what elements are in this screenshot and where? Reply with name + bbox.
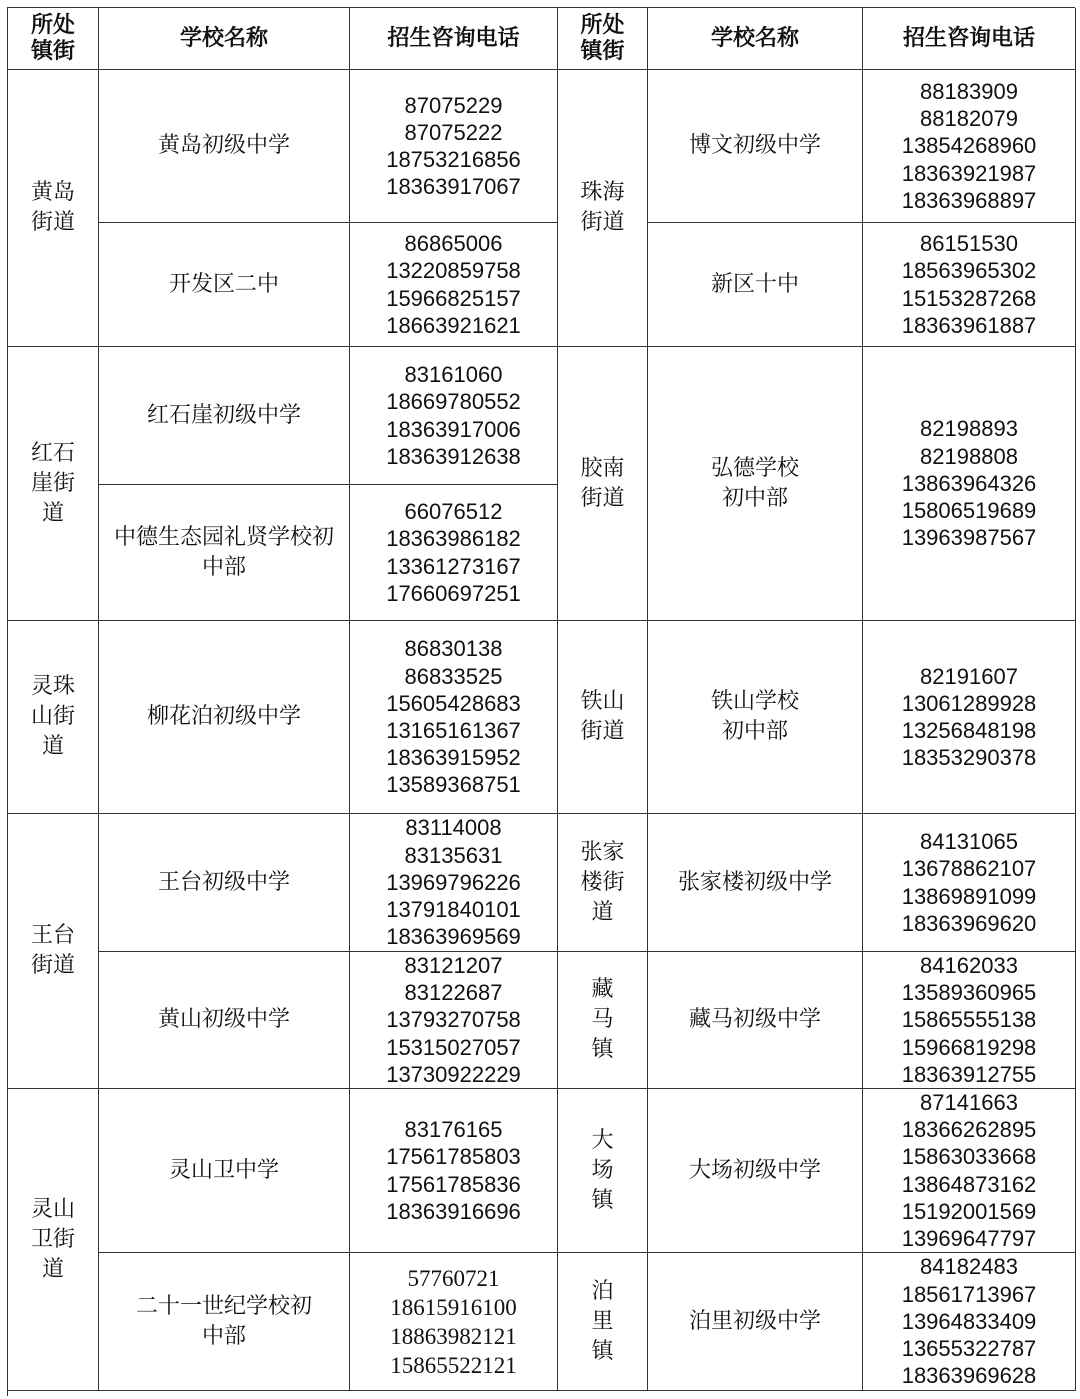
phone-number: 15605428683 — [386, 690, 521, 716]
school-cell — [99, 952, 350, 1089]
school-name: 王台初级中学 — [157, 869, 290, 895]
header-phone-right — [863, 8, 1076, 70]
street-cell — [558, 814, 648, 952]
phone-number: 83121207 — [404, 953, 503, 978]
phone-cell — [350, 1253, 558, 1391]
school-name: 藏马初级中学 — [688, 1007, 821, 1032]
phone-cell — [350, 814, 558, 952]
phone-number: 18363961887 — [901, 312, 1037, 338]
header-district-text: 所处镇街 — [580, 12, 625, 64]
phone-number: 15966819298 — [901, 1034, 1037, 1060]
phone-number: 13869891099 — [901, 883, 1037, 909]
street-cell — [8, 621, 99, 814]
phone-number: 13964833409 — [901, 1308, 1037, 1334]
school-cell — [648, 347, 863, 621]
school-cell — [99, 223, 350, 347]
phone-number: 13589360965 — [901, 980, 1037, 1006]
street-name: 铁山街道 — [580, 689, 625, 744]
phone-number: 82198808 — [920, 443, 1018, 469]
phone-number: 18363969620 — [901, 910, 1037, 936]
header-school-text: 学校名称 — [179, 25, 268, 51]
phone-number: 18363916696 — [386, 1198, 521, 1224]
phone-cell — [863, 621, 1076, 814]
phone-number: 18363986182 — [386, 526, 521, 552]
school-cell — [648, 70, 863, 223]
phone-number: 13730922229 — [386, 1061, 521, 1087]
phone-number: 13220859758 — [386, 258, 521, 284]
phone-number: 13969796226 — [386, 869, 521, 895]
street-cell — [8, 70, 99, 347]
phone-number: 13061289928 — [901, 690, 1037, 716]
phone-number: 13863964326 — [901, 470, 1037, 496]
phone-number: 18363917067 — [386, 174, 521, 200]
phone-cell — [350, 347, 558, 485]
phone-number: 83161060 — [404, 362, 503, 388]
phone-number: 83114008 — [405, 815, 502, 841]
phone-number: 13791840101 — [386, 897, 521, 923]
phone-number: 87075229 — [404, 92, 503, 118]
phone-number: 13969647797 — [901, 1225, 1037, 1251]
phone-number: 15153287268 — [901, 285, 1037, 311]
street-name: 大场镇 — [591, 1127, 614, 1213]
phone-number: 17561785836 — [386, 1171, 521, 1197]
school-name: 弘德学校初中部 — [710, 455, 799, 511]
phone-number: 18561713967 — [901, 1281, 1037, 1307]
school-name: 中德生态园礼贤学校初中部 — [114, 524, 335, 580]
phone-number: 84182483 — [920, 1254, 1018, 1280]
street-name: 珠海街道 — [580, 180, 625, 235]
street-cell — [558, 70, 648, 347]
school-name: 新区十中 — [710, 271, 799, 297]
street-name: 泊里镇 — [591, 1278, 614, 1364]
phone-number: 13361273167 — [386, 553, 521, 579]
phone-cell — [863, 223, 1076, 347]
street-name: 王台街道 — [30, 923, 75, 978]
school-name: 泊里初级中学 — [688, 1308, 821, 1334]
phone-number: 87141663 — [920, 1089, 1018, 1115]
phone-number: 13793270758 — [386, 1007, 521, 1033]
school-name: 黄岛初级中学 — [157, 133, 290, 158]
phone-number: 13678862107 — [901, 856, 1037, 882]
school-name: 二十一世纪学校初中部 — [135, 1293, 312, 1349]
phone-cell — [350, 223, 558, 347]
school-cell — [99, 1089, 350, 1253]
street-name: 灵山卫街道 — [30, 1196, 75, 1282]
phone-cell — [350, 621, 558, 814]
phone-number: 83122687 — [404, 980, 503, 1006]
phone-number: 18363912638 — [386, 443, 521, 469]
phone-number: 15806519689 — [901, 498, 1037, 524]
phone-number: 13256848198 — [901, 718, 1037, 743]
school-cell — [99, 70, 350, 223]
street-cell — [558, 347, 648, 621]
school-name: 铁山学校初中部 — [710, 689, 799, 744]
street-name: 藏马镇 — [591, 977, 614, 1062]
header-district-text: 所处镇街 — [30, 12, 75, 64]
phone-number: 13165161367 — [386, 718, 521, 743]
phone-number: 15865522121 — [390, 1352, 517, 1378]
street-cell — [558, 621, 648, 814]
phone-number: 88182079 — [920, 106, 1018, 132]
street-name: 张家楼街道 — [580, 839, 625, 925]
school-name: 灵山卫中学 — [168, 1157, 279, 1183]
enrollment-contact-table — [7, 7, 1075, 1396]
phone-number: 17660697251 — [386, 580, 521, 606]
header-district-left — [8, 8, 99, 70]
street-cell — [8, 814, 99, 1089]
phone-number: 15865555138 — [901, 1007, 1037, 1033]
phone-cell — [863, 70, 1076, 223]
school-cell — [648, 621, 863, 814]
street-cell — [8, 1089, 99, 1391]
street-cell — [558, 1089, 648, 1253]
phone-cell — [350, 485, 558, 621]
phone-number: 13963987567 — [901, 525, 1037, 551]
phone-number: 83176165 — [404, 1117, 503, 1143]
phone-number: 18363968897 — [901, 187, 1037, 213]
school-cell — [648, 223, 863, 347]
street-cell — [8, 347, 99, 621]
school-name: 红石崖初级中学 — [146, 402, 301, 428]
phone-cell — [863, 814, 1076, 952]
phone-number: 18363917006 — [386, 416, 521, 442]
phone-number: 18363912755 — [901, 1061, 1037, 1087]
phone-number: 15192001569 — [901, 1198, 1037, 1224]
header-school-text: 学校名称 — [710, 25, 799, 51]
phone-number: 18753216856 — [386, 147, 521, 172]
school-name: 大场初级中学 — [688, 1157, 821, 1183]
phone-number: 82198893 — [920, 416, 1018, 442]
phone-number: 83135631 — [404, 842, 503, 868]
street-name: 胶南街道 — [580, 455, 625, 511]
phone-number: 18363915952 — [386, 745, 521, 771]
phone-number: 82191607 — [920, 663, 1018, 689]
school-cell — [99, 814, 350, 952]
phone-cell — [350, 70, 558, 223]
phone-number: 13589368751 — [386, 772, 521, 798]
phone-number: 13655322787 — [901, 1336, 1037, 1362]
header-phone-text: 招生咨询电话 — [902, 25, 1035, 51]
phone-cell — [350, 1089, 558, 1253]
phone-number: 87075222 — [404, 119, 503, 145]
phone-number: 18669780552 — [386, 389, 521, 415]
phone-number: 18563965302 — [901, 258, 1037, 284]
school-cell — [648, 1253, 863, 1391]
phone-number: 15863033668 — [901, 1144, 1037, 1170]
street-cell — [558, 952, 648, 1089]
header-district-right — [558, 8, 648, 70]
header-school-left — [99, 8, 350, 70]
phone-cell — [350, 952, 558, 1089]
school-name: 博文初级中学 — [688, 133, 821, 158]
phone-number: 86833525 — [404, 663, 503, 689]
street-name: 红石崖街道 — [30, 440, 75, 526]
phone-number: 84131065 — [920, 829, 1018, 855]
school-name: 开发区二中 — [168, 271, 279, 297]
header-phone-left — [350, 8, 558, 70]
phone-number: 13864873162 — [901, 1171, 1037, 1197]
phone-number: 13854268960 — [901, 133, 1037, 159]
phone-number: 15966825157 — [386, 285, 521, 311]
school-cell — [99, 347, 350, 485]
phone-number: 57760721 — [407, 1265, 500, 1291]
phone-number: 18863982121 — [390, 1323, 517, 1349]
phone-cell — [863, 952, 1076, 1089]
street-name: 黄岛街道 — [30, 180, 75, 235]
school-cell — [648, 952, 863, 1089]
header-phone-text: 招生咨询电话 — [387, 25, 520, 51]
header-school-right — [648, 8, 863, 70]
phone-number: 17561785803 — [386, 1144, 521, 1170]
phone-cell — [863, 1253, 1076, 1391]
phone-number: 88183909 — [920, 78, 1018, 104]
street-name: 灵珠山街道 — [30, 674, 75, 759]
phone-number: 18363969628 — [901, 1363, 1037, 1389]
phone-number: 66076512 — [404, 499, 503, 525]
phone-number: 18366262895 — [901, 1117, 1037, 1143]
phone-number: 18353290378 — [901, 745, 1037, 771]
phone-number: 86865006 — [404, 231, 503, 257]
school-name: 柳花泊初级中学 — [146, 704, 301, 729]
school-cell — [648, 1089, 863, 1253]
street-cell — [558, 1253, 648, 1391]
school-cell — [99, 485, 350, 621]
phone-number: 18363969569 — [386, 924, 521, 950]
school-cell — [99, 621, 350, 814]
phone-number: 15315027057 — [386, 1034, 521, 1060]
phone-cell — [863, 347, 1076, 621]
phone-number: 84162033 — [920, 953, 1018, 978]
school-name: 黄山初级中学 — [157, 1007, 290, 1032]
phone-number: 86151530 — [920, 231, 1018, 257]
school-cell — [99, 1253, 350, 1391]
phone-number: 18363921987 — [901, 160, 1037, 186]
phone-number: 18615916100 — [390, 1294, 517, 1320]
phone-number: 86830138 — [404, 636, 503, 662]
school-name: 张家楼初级中学 — [677, 869, 832, 895]
phone-number: 18663921621 — [386, 312, 521, 338]
phone-cell — [863, 1089, 1076, 1253]
school-cell — [648, 814, 863, 952]
